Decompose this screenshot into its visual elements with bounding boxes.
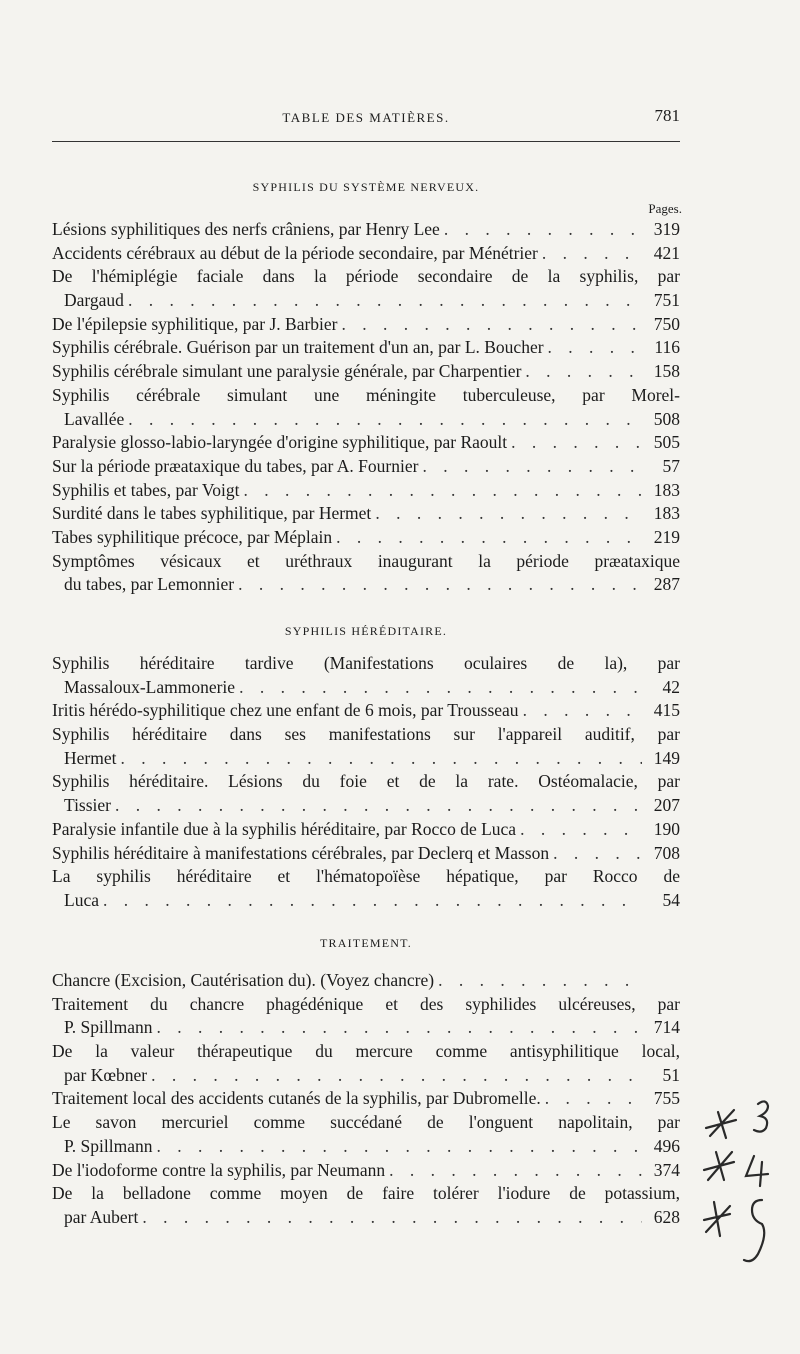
entry-page-number: 183 bbox=[653, 479, 680, 500]
toc-entry-line bbox=[52, 1111, 680, 1135]
toc-entry-line bbox=[52, 770, 680, 794]
entry-page-number: 207 bbox=[653, 795, 680, 816]
entry-text: du tabes, par Lemonnier bbox=[64, 574, 235, 595]
toc-entry-line bbox=[52, 676, 680, 700]
entry-text: par Kœbner bbox=[64, 1064, 148, 1085]
toc-entry-line bbox=[52, 747, 680, 771]
section-title-hereditaire: SYPHILIS HÉRÉDITAIRE. bbox=[284, 624, 448, 638]
toc-entry-line bbox=[52, 818, 680, 842]
entry-text: Traitement du chancre phagédénique et des syphilides ulcéreuses, par bbox=[52, 993, 680, 1014]
entry-page-number: 628 bbox=[653, 1206, 680, 1227]
entry-text: Symptômes vésicaux et uréthraux inaugurant la période præataxique bbox=[52, 550, 680, 571]
numeral-5-mark bbox=[744, 1200, 764, 1261]
toc-entry-line bbox=[52, 699, 680, 723]
entry-page-number: 508 bbox=[653, 408, 680, 429]
entry-page-number: 505 bbox=[653, 432, 680, 453]
leader-dots bbox=[115, 794, 642, 818]
entry-text: P. Spillmann bbox=[64, 1017, 153, 1038]
numeral-4-mark bbox=[746, 1156, 768, 1186]
toc-entry-line bbox=[52, 1064, 680, 1088]
entry-page-number: 57 bbox=[662, 455, 680, 476]
entry-page-number: 708 bbox=[653, 842, 680, 863]
entry-page-number: 415 bbox=[653, 700, 680, 721]
entry-text: Paralysie infantile due à la syphilis héréditaire, par Rocco de Luca bbox=[52, 818, 517, 839]
asterisk-mark-2 bbox=[704, 1152, 734, 1180]
toc-entry-line bbox=[52, 889, 680, 913]
leader-dots bbox=[548, 336, 642, 360]
toc-entry-line bbox=[52, 1135, 680, 1159]
leader-dots bbox=[238, 573, 642, 597]
toc-entry-line bbox=[52, 455, 680, 479]
asterisk-mark-3 bbox=[704, 1202, 730, 1236]
entry-text: Paralysie glosso-labio-laryngée d'origine syphilitique, par Raoult bbox=[52, 432, 508, 453]
leader-dots bbox=[444, 218, 642, 242]
entry-text: De la valeur thérapeutique du mercure comme antisyphilitique local, bbox=[52, 1041, 680, 1062]
entry-text: De l'épilepsie syphilitique, par J. Barbier bbox=[52, 313, 338, 334]
toc-entry-line bbox=[52, 526, 680, 550]
leader-dots bbox=[157, 1135, 643, 1159]
leader-dots bbox=[103, 889, 642, 913]
entry-text: Syphilis héréditaire à manifestations cérébrales, par Declerq et Masson bbox=[52, 842, 550, 863]
toc-entry-line bbox=[52, 1159, 680, 1183]
toc-entry-line bbox=[52, 502, 680, 526]
toc-entry-line bbox=[52, 218, 680, 242]
entries-nerveux bbox=[52, 218, 680, 597]
leader-dots bbox=[520, 818, 642, 842]
entry-page-number: 51 bbox=[662, 1064, 680, 1085]
handwritten-margin-marks bbox=[696, 1090, 776, 1280]
running-head bbox=[52, 104, 680, 128]
entry-text: La syphilis héréditaire et l'hématopoïèse hépatique, par Rocco de bbox=[52, 866, 680, 887]
section-title-nerveux: SYPHILIS DU SYSTÈME NERVEUX. bbox=[252, 180, 480, 194]
entry-text: Iritis hérédo-syphilitique chez une enfant de 6 mois, par Trousseau bbox=[52, 700, 519, 721]
toc-entry-line bbox=[52, 652, 680, 676]
entry-text: Syphilis héréditaire tardive (Manifestations oculaires de la), par bbox=[52, 653, 680, 673]
leader-dots bbox=[128, 289, 642, 313]
leader-dots bbox=[120, 747, 642, 771]
entry-page-number: 158 bbox=[653, 361, 680, 382]
entries-hereditaire bbox=[52, 652, 680, 913]
entry-page-number: 54 bbox=[662, 889, 680, 910]
toc-entry-line bbox=[52, 865, 680, 889]
entry-page-number: 755 bbox=[653, 1088, 680, 1109]
toc-entry-line bbox=[52, 573, 680, 597]
toc-entry-line bbox=[52, 1206, 680, 1230]
toc-entry-line bbox=[52, 360, 680, 384]
toc-entry-line bbox=[52, 431, 680, 455]
entry-text: Lavallée bbox=[64, 408, 125, 429]
entry-page-number: 496 bbox=[653, 1135, 680, 1156]
numeral-3-mark bbox=[754, 1101, 768, 1131]
entry-text: Massaloux-Lammonerie bbox=[64, 676, 236, 697]
entry-text: Dargaud bbox=[64, 290, 124, 311]
entry-text: Syphilis cérébrale simulant une paralysie générale, par Charpentier bbox=[52, 361, 522, 382]
entry-page-number: 116 bbox=[654, 337, 680, 358]
toc-entry-line bbox=[52, 242, 680, 266]
asterisk-mark-1 bbox=[706, 1110, 736, 1138]
leader-dots bbox=[157, 1016, 643, 1040]
entry-page-number: 287 bbox=[653, 574, 680, 595]
leader-dots bbox=[542, 242, 642, 266]
entry-text: par Aubert bbox=[64, 1206, 139, 1227]
entry-text: Syphilis héréditaire dans ses manifestations sur l'appareil auditif, par bbox=[52, 724, 680, 745]
leader-dots bbox=[342, 313, 642, 337]
leader-dots bbox=[389, 1159, 642, 1183]
entry-text: Lésions syphilitiques des nerfs crâniens, par Henry Lee bbox=[52, 219, 440, 239]
entry-page-number: 374 bbox=[653, 1159, 680, 1180]
leader-dots bbox=[239, 676, 642, 700]
toc-entry-line bbox=[52, 479, 680, 503]
entry-text: Accidents cérébraux au début de la période secondaire, par Ménétrier bbox=[52, 242, 538, 263]
entry-text: Traitement local des accidents cutanés de la syphilis, par Dubromelle. bbox=[52, 1088, 541, 1109]
entries-traitement bbox=[52, 969, 680, 1230]
toc-entry-line bbox=[52, 336, 680, 360]
leader-dots bbox=[511, 431, 642, 455]
leader-dots bbox=[553, 842, 642, 866]
toc-entry-line bbox=[52, 993, 680, 1017]
entry-page-number: 751 bbox=[653, 290, 680, 311]
pages-column-label: Pages. bbox=[648, 201, 682, 216]
entry-text: Tabes syphilitique précoce, par Méplain bbox=[52, 526, 333, 547]
leader-dots bbox=[243, 479, 642, 503]
leader-dots bbox=[375, 502, 642, 526]
entry-text: P. Spillmann bbox=[64, 1135, 153, 1156]
toc-entry-line bbox=[52, 265, 680, 289]
toc-entry-line bbox=[52, 794, 680, 818]
entry-text: De la belladone comme moyen de faire tolérer l'iodure de potassium, bbox=[52, 1183, 680, 1204]
entry-text: Hermet bbox=[64, 747, 117, 768]
running-title: TABLE DES MATIÈRES. bbox=[282, 110, 450, 125]
toc-entry-line bbox=[52, 842, 680, 866]
page-number: 781 bbox=[654, 106, 680, 125]
toc-entry-line bbox=[52, 1040, 680, 1064]
toc-entry-line bbox=[52, 1182, 680, 1206]
header-rule bbox=[52, 141, 680, 142]
toc-entry-line bbox=[52, 1016, 680, 1040]
toc-entry-line bbox=[52, 969, 680, 993]
toc-entry-line bbox=[52, 1087, 680, 1111]
entry-text: Tissier bbox=[64, 795, 112, 816]
entry-page-number: 183 bbox=[653, 503, 680, 524]
entry-text: Sur la période præataxique du tabes, par A. Fournier bbox=[52, 455, 419, 476]
entry-text: Le savon mercuriel comme succédané de l'onguent napolitain, par bbox=[52, 1112, 680, 1133]
leader-dots bbox=[128, 408, 642, 432]
leader-dots bbox=[438, 969, 642, 993]
entry-text: Syphilis cérébrale simulant une méningite tuberculeuse, par Morel- bbox=[52, 384, 680, 405]
entry-page-number: 714 bbox=[653, 1017, 680, 1038]
leader-dots bbox=[525, 360, 642, 384]
leader-dots bbox=[545, 1087, 642, 1111]
entry-page-number: 190 bbox=[653, 818, 680, 839]
entry-page-number: 42 bbox=[662, 676, 680, 697]
toc-entry-line bbox=[52, 384, 680, 408]
leader-dots bbox=[142, 1206, 642, 1230]
leader-dots bbox=[523, 699, 642, 723]
entry-text: Syphilis et tabes, par Voigt bbox=[52, 479, 240, 500]
entry-page-number: 319 bbox=[653, 219, 680, 239]
entry-page-number: 421 bbox=[653, 242, 680, 263]
entry-text: De l'iodoforme contre la syphilis, par Neumann bbox=[52, 1159, 386, 1180]
entry-text: De l'hémiplégie faciale dans la période secondaire de la syphilis, par bbox=[52, 266, 680, 287]
toc-entry-line bbox=[52, 723, 680, 747]
entry-text: Syphilis héréditaire. Lésions du foie et de la rate. Ostéomalacie, par bbox=[52, 771, 680, 792]
toc-entry-line bbox=[52, 313, 680, 337]
entry-text: Syphilis cérébrale. Guérison par un traitement d'un an, par L. Boucher bbox=[52, 337, 544, 358]
leader-dots bbox=[151, 1064, 642, 1088]
leader-dots bbox=[422, 455, 642, 479]
entry-page-number: 750 bbox=[653, 313, 680, 334]
entry-page-number: 149 bbox=[653, 747, 680, 768]
entry-text: Chancre (Excision, Cautérisation du). (Voyez chancre) bbox=[52, 970, 435, 990]
entry-text: Luca bbox=[64, 889, 99, 910]
leader-dots bbox=[336, 526, 642, 550]
entry-text: Surdité dans le tabes syphilitique, par Hermet bbox=[52, 503, 372, 524]
toc-entry-line bbox=[52, 550, 680, 574]
toc-entry-line bbox=[52, 289, 680, 313]
section-title-traitement: TRAITEMENT. bbox=[320, 936, 412, 950]
entry-page-number: 219 bbox=[653, 526, 680, 547]
toc-entry-line bbox=[52, 408, 680, 432]
